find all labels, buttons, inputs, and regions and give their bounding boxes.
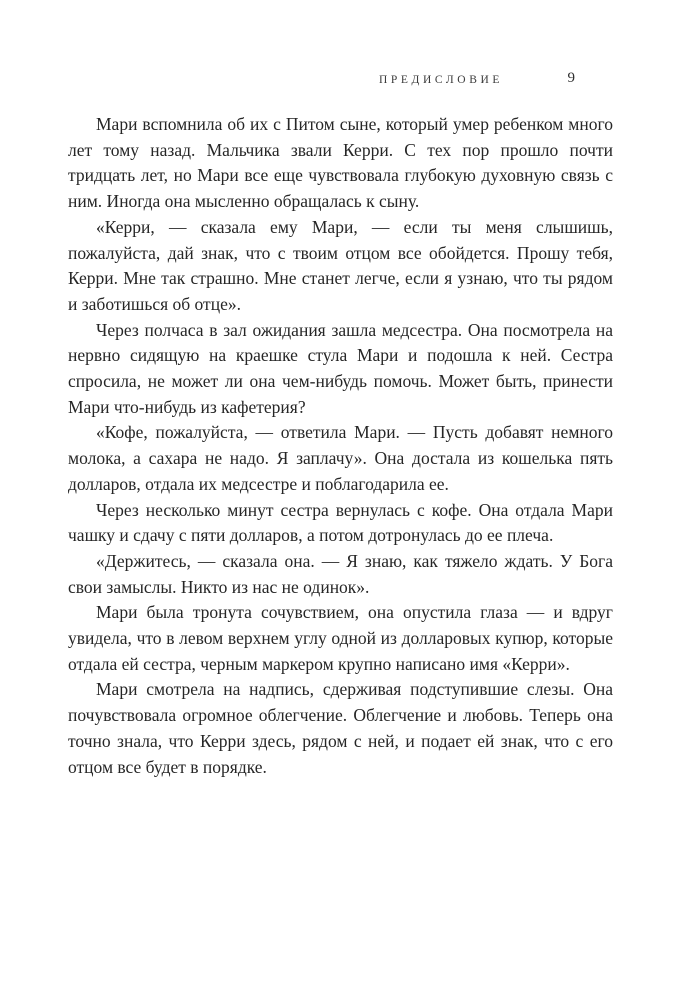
page-number: 9 bbox=[567, 70, 575, 86]
paragraph: «Держитесь, — сказала она. — Я знаю, как тяжело ждать. У Бога свои замыслы. Никто из нас не одинок». bbox=[68, 550, 613, 597]
paragraph: Мари была тронута сочувствием, она опустила глаза — и вдруг увидела, что в левом верхнем углу одной из долларовых купюр, которые отдала ей сестра, черным маркером крупно написано имя «Керри». bbox=[68, 602, 613, 674]
paragraph: Мари вспомнила об их с Питом сыне, который умер ребенком много лет тому назад. Мальчика звали Керри. С тех пор прошло почти тридцать лет, но Мари все еще чувствовала глубокую духовную связь с ним. Иногда она мысленно обращалась к сыну. bbox=[68, 114, 613, 212]
paragraph: «Кофе, пожалуйста, — ответила Мари. — Пусть добавят немного молока, а сахара не надо. Я заплачу». Она достала из кошелька пять долларов, отдала их медсестре и поблагодарила ее. bbox=[68, 422, 613, 494]
running-head-title: ПРЕДИСЛОВИЕ bbox=[379, 74, 503, 86]
body-text bbox=[68, 112, 613, 780]
paragraph: Через полчаса в зал ожидания зашла медсестра. Она посмотрела на нервно сидящую на краешке стула Мари и подошла к ней. Сестра спросила, не может ли она чем-нибудь помочь. Может быть, принести Мари что-нибудь из кафетерия? bbox=[68, 319, 613, 417]
paragraph: «Керри, — сказала ему Мари, — если ты меня слышишь, пожалуйста, дай знак, что с твоим отцом все обойдется. Прошу тебя, Керри. Мне так страшно. Мне станет легче, если я узнаю, что ты рядом и заботишься об отце». bbox=[68, 216, 613, 314]
paragraph: Мари смотрела на надпись, сдерживая подступившие слезы. Она почувствовала огромное облегчение. Облегчение и любовь. Теперь она точно знала, что Керри здесь, рядом с ней, и подает ей знак, что с его отцом все будет в порядке. bbox=[68, 679, 613, 777]
paragraph: Через несколько минут сестра вернулась с кофе. Она отдала Мари чашку и сдачу с пяти долларов, а потом дотронулась до ее плеча. bbox=[68, 499, 613, 546]
